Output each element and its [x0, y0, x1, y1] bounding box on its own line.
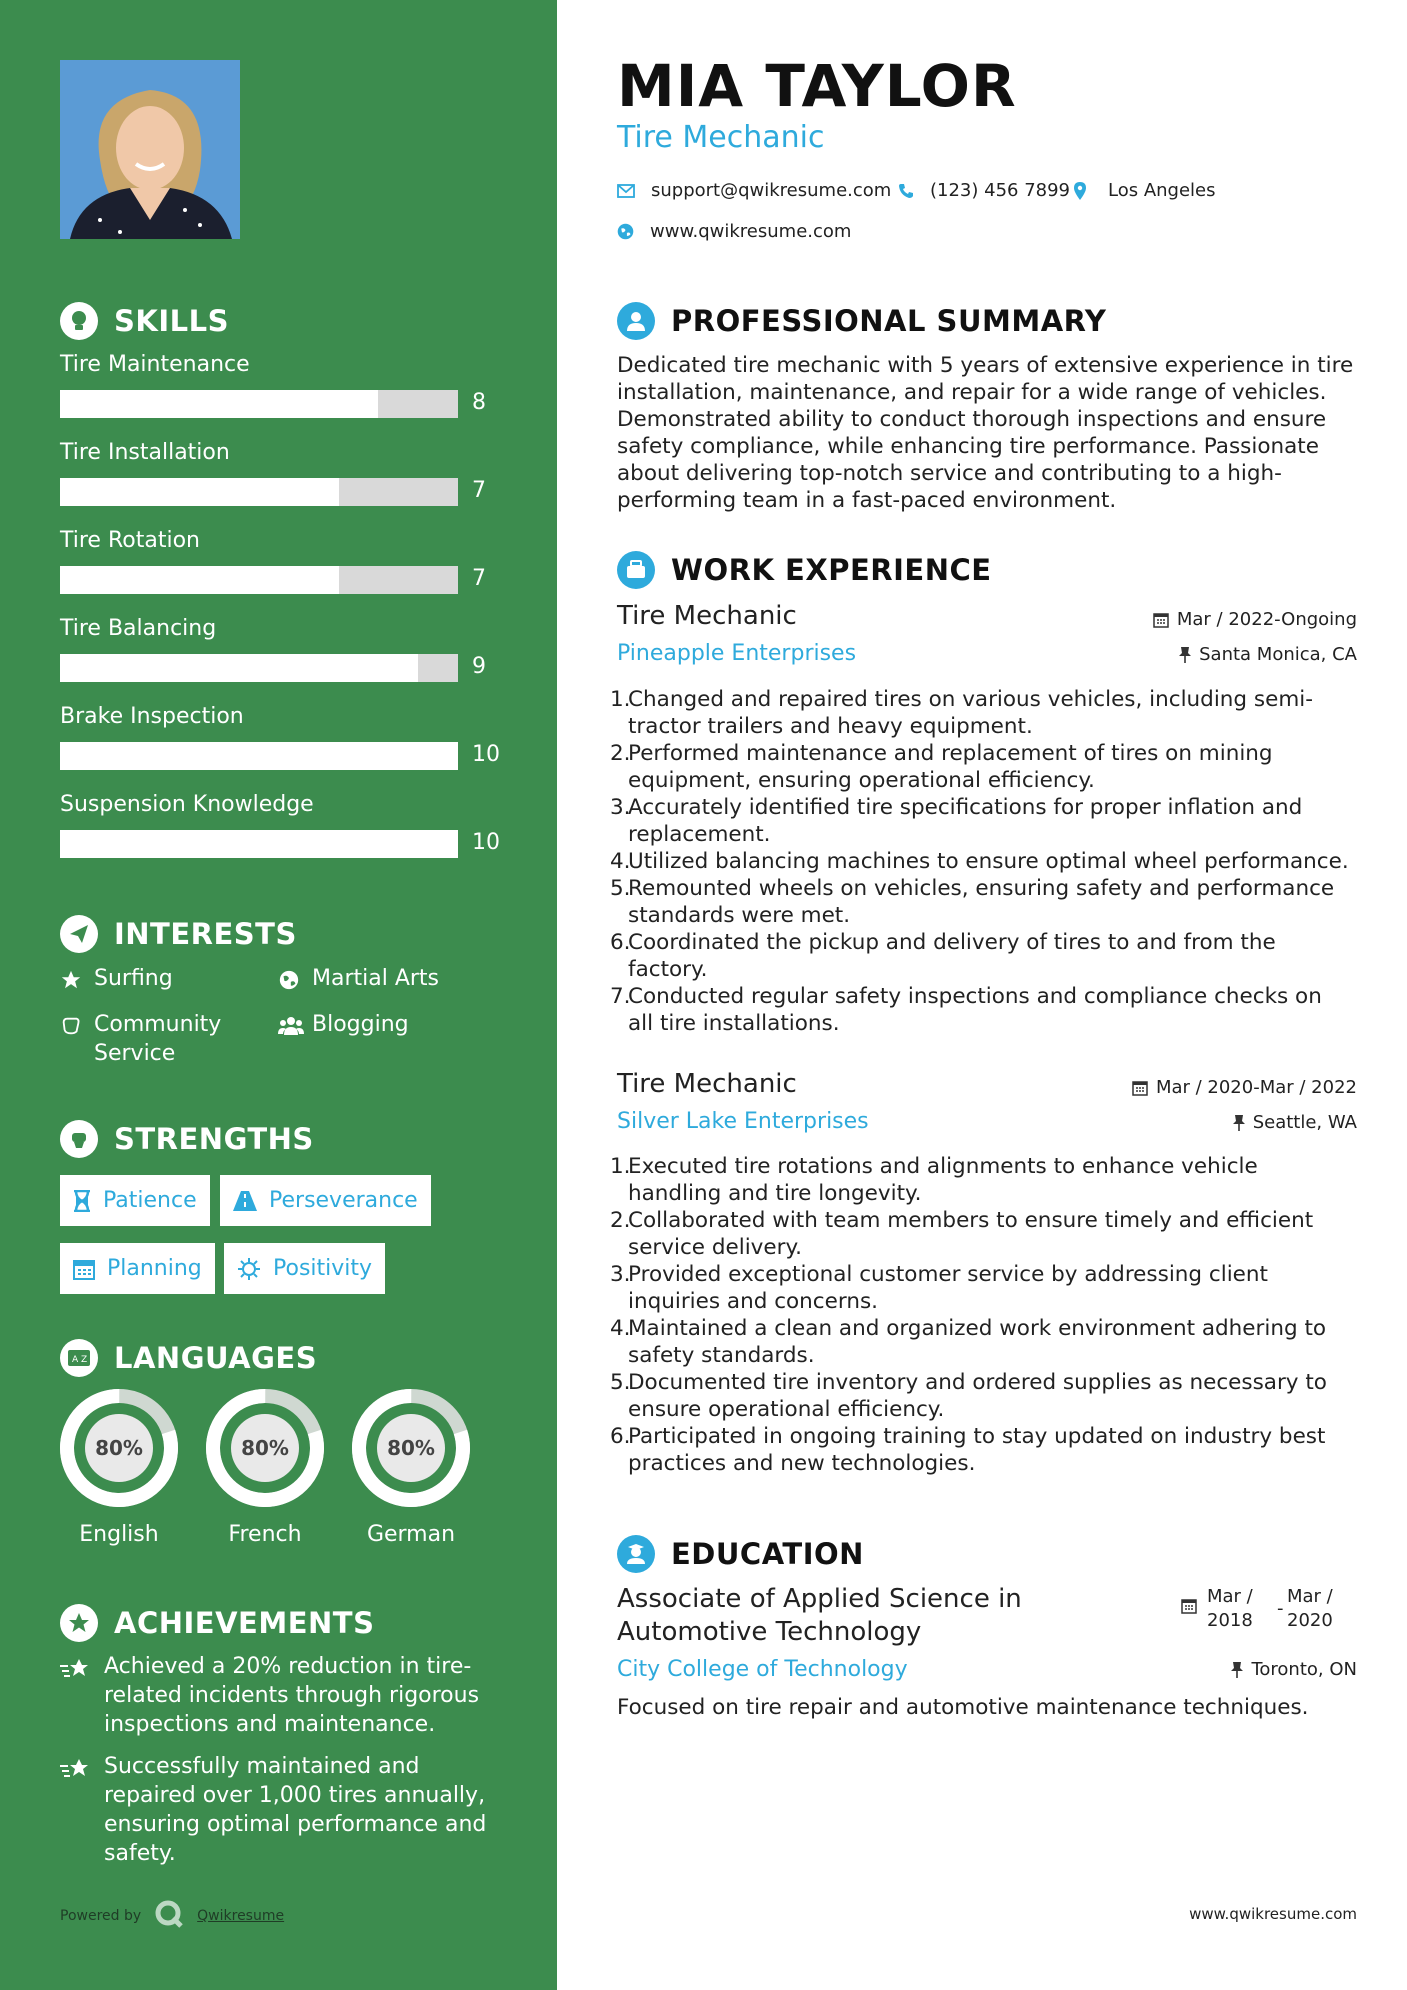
skill-name: Tire Balancing: [60, 616, 217, 641]
skill-item: [60, 352, 510, 415]
summary-title: PROFESSIONAL SUMMARY: [671, 304, 1107, 338]
footer-website[interactable]: www.qwikresume.com: [1189, 1905, 1357, 1923]
interests-heading: [60, 915, 297, 953]
achievements-heading: [60, 1604, 374, 1642]
strengths-title: STRENGTHS: [114, 1122, 314, 1156]
skill-name: Brake Inspection: [60, 704, 244, 729]
svg-text:Z: Z: [81, 1355, 88, 1365]
skill-bar-fill: [60, 742, 458, 770]
job-title: Tire Mechanic: [617, 1069, 797, 1099]
achievements-title: ACHIEVEMENTS: [114, 1606, 375, 1640]
contact-website[interactable]: www.qwikresume.com: [617, 221, 851, 242]
sun-icon: [237, 1257, 261, 1281]
experience-title: WORK EXPERIENCE: [671, 553, 992, 587]
pushpin-icon: [1179, 646, 1191, 664]
language-percent: 80%: [387, 1436, 435, 1460]
skill-name: Tire Rotation: [60, 528, 200, 553]
duty-item: 5. Remounted wheels on vehicles, ensuring safety and performance standards were met.: [610, 876, 1335, 928]
user-icon: [617, 302, 655, 340]
skill-bar-fill: [60, 390, 378, 418]
map-pin-icon: [1074, 182, 1086, 200]
skills-heading: [60, 302, 229, 340]
job-duties: [610, 686, 1350, 1037]
duty-item: 4. Utilized balancing machines to ensure optimal wheel performance.: [610, 849, 1349, 874]
road-icon: [233, 1191, 257, 1211]
job-title: Tire Mechanic: [617, 601, 797, 631]
skill-bar: [60, 566, 458, 594]
calendar-icon: [1181, 1585, 1197, 1633]
users-icon: [278, 1010, 312, 1039]
interest-item: Martial Arts: [278, 964, 498, 993]
globe-icon: [617, 223, 634, 240]
contact-location: Los Angeles: [1074, 180, 1216, 201]
strengths-heading: [60, 1120, 314, 1158]
calendar-icon: [1153, 612, 1169, 628]
summary-text: Dedicated tire mechanic with 5 years of extensive experience in tire installation, maintenance, and repair for a wide range of vehicles. Demonstrated ability to conduct thorough inspections and ensure safety compliance, while enhancing tire performance. Passionate about delivering top-notch service and contributing to a high-performing team in a fast-paced environment.: [617, 353, 1354, 513]
shooting-star-icon: [60, 1652, 104, 1739]
job-company: Silver Lake Enterprises: [617, 1109, 869, 1134]
briefcase-icon: [617, 551, 655, 589]
language-percent: 80%: [95, 1436, 143, 1460]
achievement-item: Successfully maintained and repaired over 1,000 tires annually, ensuring optimal performance and safety.: [60, 1752, 510, 1868]
award-star-icon: [60, 1604, 98, 1642]
skill-bar-fill: [60, 478, 339, 506]
duty-item: 6. Participated in ongoing training to stay updated on industry best practices and new technologies.: [610, 1424, 1326, 1476]
duty-item: 2. Collaborated with team members to ensure timely and efficient service delivery.: [610, 1208, 1314, 1260]
strength-tag: Planning: [60, 1243, 215, 1294]
language-percent: 80%: [241, 1436, 289, 1460]
skill-level: 10: [472, 830, 500, 855]
skill-name: Tire Installation: [60, 440, 230, 465]
interest-item: Blogging: [278, 1010, 498, 1039]
education-title: EDUCATION: [671, 1537, 864, 1571]
interest-item: Surfing: [60, 964, 260, 993]
language-name: English: [79, 1522, 159, 1547]
education-dates: Mar / 2018 - Mar / 2020: [1181, 1585, 1357, 1633]
lightbulb-icon: [60, 302, 98, 340]
job-location: Seattle, WA: [1233, 1112, 1357, 1133]
job-location: Santa Monica, CA: [1179, 644, 1357, 665]
skill-name: Suspension Knowledge: [60, 792, 314, 817]
pushpin-icon: [1231, 1661, 1243, 1679]
skill-item: [60, 440, 510, 503]
calendar-icon: [1132, 1080, 1148, 1096]
duty-item: 6. Coordinated the pickup and delivery of tires to and from the factory.: [610, 930, 1276, 982]
language-ring: [58, 1387, 180, 1509]
duty-item: 3. Provided exceptional customer service by addressing client inquiries and concerns.: [610, 1262, 1268, 1314]
skill-level: 7: [472, 566, 486, 591]
education-degree: Associate of Applied Science in Automotive Technology: [617, 1584, 1022, 1647]
language-icon: [60, 1339, 98, 1377]
powered-by: Powered by Qwikresume: [60, 1900, 284, 1932]
language-name: French: [228, 1522, 302, 1547]
calendar-icon: [73, 1258, 95, 1280]
globe-icon: [278, 964, 312, 993]
contact-email[interactable]: support@qwikresume.com: [617, 180, 891, 201]
duty-item: 1. Executed tire rotations and alignments to enhance vehicle handling and tire longevity.: [610, 1154, 1258, 1206]
strength-tag: Positivity: [224, 1243, 385, 1294]
skill-bar: [60, 742, 458, 770]
job-dates: Mar / 2022-Ongoing: [1153, 609, 1357, 630]
contact-phone[interactable]: (123) 456 7899: [898, 180, 1070, 201]
interests-title: INTERESTS: [114, 917, 297, 951]
skill-name: Tire Maintenance: [60, 352, 250, 377]
skill-bar-fill: [60, 566, 339, 594]
experience-heading: [617, 551, 992, 589]
skill-item: [60, 792, 510, 855]
skill-level: 9: [472, 654, 486, 679]
phone-icon: [898, 183, 914, 199]
duty-item: 1. Changed and repaired tires on various vehicles, including semi-tractor trailers and heavy equipment.: [610, 687, 1314, 739]
skill-bar-fill: [60, 654, 418, 682]
duty-item: 4. Maintained a clean and organized work environment adhering to safety standards.: [610, 1316, 1327, 1368]
hand-icon: [60, 1010, 94, 1068]
paper-plane-icon: [60, 915, 98, 953]
interest-item: Community Service: [60, 1010, 260, 1068]
job-dates: Mar / 2020-Mar / 2022: [1132, 1077, 1357, 1098]
skill-item: [60, 704, 510, 767]
achievement-item: Achieved a 20% reduction in tire-related incidents through rigorous inspections and maintenance.: [60, 1652, 510, 1739]
fist-icon: [60, 1120, 98, 1158]
duty-item: 2. Performed maintenance and replacement of tires on mining equipment, ensuring operational efficiency.: [610, 741, 1273, 793]
language-ring: [204, 1387, 326, 1509]
qwikresume-logo-icon: [155, 1900, 183, 1932]
envelope-icon: [617, 184, 635, 198]
hourglass-icon: [73, 1190, 91, 1212]
graduate-icon: [617, 1535, 655, 1573]
skill-bar: [60, 478, 458, 506]
candidate-name: MIA TAYLOR: [617, 52, 1017, 120]
skill-item: [60, 528, 510, 591]
summary-heading: [617, 302, 1106, 340]
duty-item: 5. Documented tire inventory and ordered supplies as necessary to ensure operational efficiency.: [610, 1370, 1327, 1422]
languages-title: LANGUAGES: [114, 1341, 318, 1375]
duty-item: 3. Accurately identified tire specifications for proper inflation and replacement.: [610, 795, 1303, 847]
education-school: City College of Technology: [617, 1657, 908, 1682]
skill-level: 8: [472, 390, 486, 415]
skill-bar-fill: [60, 830, 458, 858]
svg-text:A: A: [72, 1355, 79, 1365]
job-duties: [610, 1153, 1350, 1477]
skills-title: SKILLS: [114, 304, 229, 338]
skill-bar: [60, 390, 458, 418]
education-description: Focused on tire repair and automotive maintenance techniques.: [617, 1695, 1309, 1720]
star-icon: [60, 964, 94, 993]
language-ring: [350, 1387, 472, 1509]
pushpin-icon: [1233, 1114, 1245, 1132]
skill-item: [60, 616, 510, 679]
job-company: Pineapple Enterprises: [617, 641, 857, 666]
strength-tag: Patience: [60, 1175, 210, 1226]
brand-link[interactable]: Qwikresume: [197, 1908, 285, 1924]
education-heading: [617, 1535, 864, 1573]
strength-tag: Perseverance: [220, 1175, 431, 1226]
skill-bar: [60, 654, 458, 682]
language-name: German: [366, 1522, 456, 1547]
sidebar: [0, 0, 557, 1990]
skill-bar: [60, 830, 458, 858]
skill-level: 10: [472, 742, 500, 767]
duty-item: 7. Conducted regular safety inspections and compliance checks on all tire installations.: [610, 984, 1322, 1036]
education-location: Toronto, ON: [1231, 1659, 1357, 1680]
languages-heading: [60, 1339, 317, 1377]
skill-level: 7: [472, 478, 486, 503]
profile-photo: [60, 60, 240, 239]
candidate-role: Tire Mechanic: [617, 120, 825, 155]
shooting-star-icon: [60, 1752, 104, 1868]
